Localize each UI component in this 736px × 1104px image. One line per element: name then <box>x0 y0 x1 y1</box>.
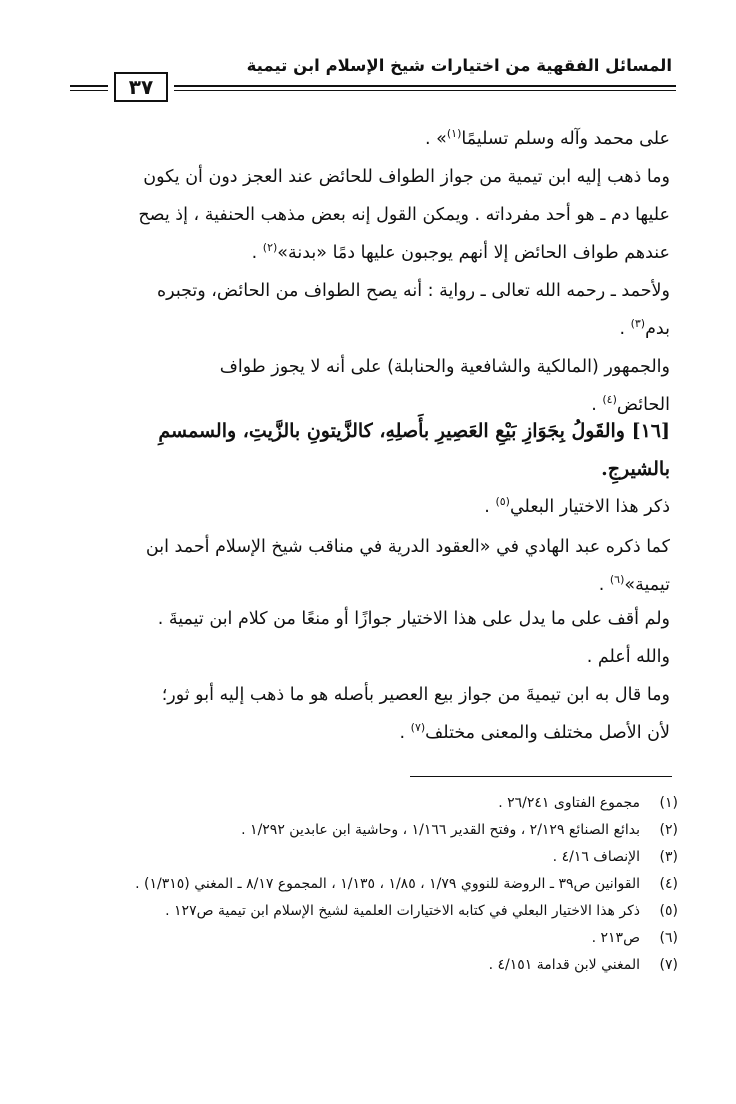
text-line: كما ذكره عبد الهادي في «العقود الدرية في مناقب شيخ الإسلام أحمد ابن <box>145 537 670 557</box>
text-line: وما ذهب إليه ابن تيمية من جواز الطواف للحائض عند العجز دون أن يكون <box>143 167 670 187</box>
paragraph-tawaf-haid <box>68 158 670 272</box>
text-run: . <box>251 243 263 263</box>
text-run: . <box>399 723 411 743</box>
text-line: وما قال به ابن تيميةَ من جواز بيع العصير بأصله هو ما ذهب إليه أبو ثور؛ <box>161 685 670 705</box>
footnote-number: (٦) <box>659 930 678 946</box>
footnote-item <box>68 844 678 871</box>
header-rule-left <box>70 85 108 87</box>
footnote-number: (٧) <box>659 957 678 973</box>
text-run: بدم <box>645 319 670 339</box>
text-line <box>68 714 670 752</box>
footnote-text: مجموع الفتاوى ٢٦/٢٤١ . <box>498 795 640 811</box>
text-run: عندهم طواف الحائض إلا أنهم يوجبون عليها دمًا «بدنة» <box>277 243 670 263</box>
heading-line: بالشيرجِ. <box>601 458 670 480</box>
text-line <box>68 310 670 348</box>
text-run: على محمد وآله وسلم تسليمًا <box>461 129 670 149</box>
text-line <box>68 566 670 604</box>
text-line <box>68 234 670 272</box>
footnote-text: الإنصاف ٤/١٦ . <box>552 849 640 865</box>
footnote-ref-7: (٧) <box>410 721 426 735</box>
text-run: ذكر هذا الاختيار البعلي <box>509 497 670 517</box>
paragraph-abu-thawr <box>68 676 670 752</box>
footnote-number: (١) <box>659 795 678 811</box>
text-run: تيمية» <box>624 575 670 595</box>
paragraph-lam-aqif <box>68 600 670 676</box>
text-run: . <box>598 575 610 595</box>
footnote-ref-5: (٥) <box>495 495 510 509</box>
text-line: ولأحمد ـ رحمه الله تعالى ـ رواية : أنه يصح الطواف من الحائض، وتجبره <box>157 281 670 301</box>
paragraph-continuation <box>68 120 670 158</box>
footnote-text: ص٢١٣ . <box>591 930 640 946</box>
footnote-number: (٢) <box>659 822 678 838</box>
footnote-ref-3: (٣) <box>630 317 646 331</box>
header-rule-left-thin <box>70 90 108 91</box>
heading-line: [١٦] والقَولُ بِجَوَازِ بَيْعِ العَصِيرِ بأَصلِهِ، كالزَّيتونِ بالزَّيتِ، والسمسمِ <box>158 420 670 442</box>
header-rule <box>174 85 676 87</box>
text-line: ولم أقف على ما يدل على هذا الاختيار جوازًا أو منعًا من كلام ابن تيميةَ . <box>157 609 670 629</box>
footnote-item <box>68 790 678 817</box>
text-line: عليها دم ـ هو أحد مفرداته . ويمكن القول إنه بعض مذهب الحنفية ، إذ يصح <box>138 205 670 225</box>
footnote-text: المغني لابن قدامة ٤/١٥١ . <box>488 957 640 973</box>
text-run: . <box>591 395 603 415</box>
footnote-number: (٣) <box>659 849 678 865</box>
header-title: المسائل الفقهية من اختيارات شيخ الإسلام ابن تيمية <box>246 56 672 75</box>
footnote-text: بدائع الصنائع ٢/١٢٩ ، وفتح القدير ١/١٦٦ ، وحاشية ابن عابدين ١/٢٩٢ . <box>241 822 640 838</box>
text-run: . <box>619 319 631 339</box>
footnote-item <box>68 952 678 979</box>
footnote-text: القوانين ص٣٩ ـ الروضة للنووي ١/٧٩ ، ١/٨٥ ، ١/١٣٥ ، المجموع ٨/١٧ ـ المغني (١/٣١٥) . <box>135 876 640 892</box>
paragraph-baali <box>68 488 670 526</box>
text-run: » . <box>425 129 447 149</box>
paragraph-ahmad-riwaya <box>68 272 670 348</box>
footnotes <box>68 790 678 979</box>
footnote-ref-4: (٤) <box>602 393 617 407</box>
text-line: والجمهور (المالكية والشافعية والحنابلة) على أنه لا يجوز طواف <box>219 357 670 377</box>
text-line: والله أعلم . <box>586 647 670 667</box>
footnote-ref-6: (٦) <box>609 573 625 587</box>
page-number: ٣٧ <box>114 72 168 102</box>
footnote-ref-1: (١) <box>446 127 462 141</box>
running-header <box>70 52 676 108</box>
footnote-separator <box>410 776 672 777</box>
paragraph-abd-alhadi <box>68 528 670 604</box>
footnote-item <box>68 817 678 844</box>
issue-heading-16 <box>68 412 670 488</box>
footnote-number: (٥) <box>659 903 678 919</box>
footnote-item <box>68 898 678 925</box>
text-run: الحائض <box>616 395 670 415</box>
footnote-item <box>68 925 678 952</box>
text-run: . <box>484 497 496 517</box>
footnote-ref-2: (٢) <box>262 241 278 255</box>
header-rule-thin <box>174 90 676 91</box>
text-run: لأن الأصل مختلف والمعنى مختلف <box>425 723 670 743</box>
footnote-text: ذكر هذا الاختيار البعلي في كتابه الاختيارات العلمية لشيخ الإسلام ابن تيمية ص١٢٧ . <box>165 903 640 919</box>
footnote-item <box>68 871 678 898</box>
footnote-number: (٤) <box>659 876 678 892</box>
